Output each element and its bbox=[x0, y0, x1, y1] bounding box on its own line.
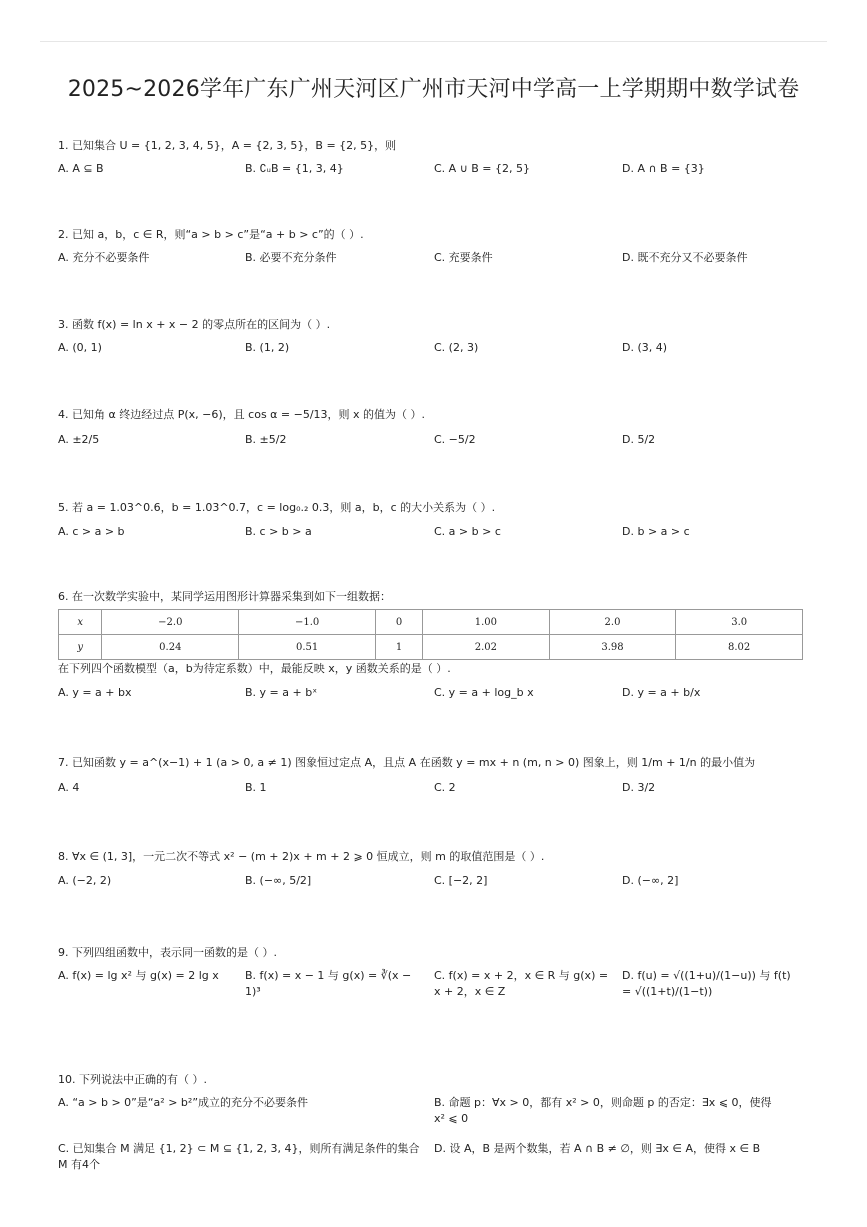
question-7-option-c[interactable]: C. 2 bbox=[434, 781, 456, 794]
question-8-option-c[interactable]: C. [−2, 2] bbox=[434, 874, 488, 887]
question-2-option-b[interactable]: B. 必要不充分条件 bbox=[245, 251, 337, 264]
data-table bbox=[58, 609, 803, 660]
table-cell: 1 bbox=[376, 635, 423, 660]
question-5-option-b[interactable]: B. c > b > a bbox=[245, 525, 312, 538]
question-8-option-d[interactable]: D. (−∞, 2] bbox=[622, 874, 679, 887]
question-9-option-b[interactable]: B. f(x) = x − 1 与 g(x) = ∛(x − 1)³ bbox=[245, 969, 412, 998]
table-row-x bbox=[59, 610, 803, 635]
question-5-option-c[interactable]: C. a > b > c bbox=[434, 525, 501, 538]
question-8-option-a[interactable]: A. (−2, 2) bbox=[58, 874, 112, 887]
table-cell: 0.24 bbox=[102, 635, 239, 660]
question-10-option-c[interactable]: C. 已知集合 M 满足 {1, 2} ⊂ M ⊆ {1, 2, 3, 4}，则所有满足条件的集合 M 有4个 bbox=[58, 1142, 420, 1171]
question-10-stem: 10. 下列说法中正确的有（ ）. bbox=[58, 1073, 207, 1086]
question-2-option-c[interactable]: C. 充要条件 bbox=[434, 251, 493, 264]
header-divider bbox=[40, 41, 827, 42]
question-5-option-a[interactable]: A. c > a > b bbox=[58, 525, 125, 538]
question-1-option-a[interactable]: A. A ⊆ B bbox=[58, 162, 104, 175]
table-cell: 0 bbox=[376, 610, 423, 635]
question-6-stem: 6. 在一次数学实验中，某同学运用图形计算器采集到如下一组数据： bbox=[58, 590, 391, 603]
question-6-option-d[interactable]: D. y = a + b/x bbox=[622, 686, 701, 699]
question-8-stem: 8. ∀x ∈ (1, 3]，一元二次不等式 x² − (m + 2)x + m + 2 ⩾ 0 恒成立，则 m 的取值范围是（ ）. bbox=[58, 850, 545, 863]
question-6-option-b[interactable]: B. y = a + bˣ bbox=[245, 686, 318, 699]
table-cell: −1.0 bbox=[239, 610, 376, 635]
question-3-option-a[interactable]: A. (0, 1) bbox=[58, 341, 102, 354]
question-4-option-c[interactable]: C. −5/2 bbox=[434, 433, 476, 446]
question-3-option-b[interactable]: B. (1, 2) bbox=[245, 341, 290, 354]
question-9-option-c[interactable]: C. f(x) = x + 2，x ∈ R 与 g(x) = x + 2，x ∈ Z bbox=[434, 969, 609, 998]
question-7-stem: 7. 已知函数 y = a^(x−1) + 1 (a > 0, a ≠ 1) 图象恒过定点 A，且点 A 在函数 y = mx + n (m, n > 0) 图象上，则 1/m + 1/n 的最小值为 bbox=[58, 756, 756, 769]
question-2-option-d[interactable]: D. 既不充分又不必要条件 bbox=[622, 251, 748, 264]
question-6-option-c[interactable]: C. y = a + log_b x bbox=[434, 686, 534, 699]
question-6-option-a[interactable]: A. y = a + bx bbox=[58, 686, 132, 699]
page-title: 2025~2026学年广东广州天河区广州市天河中学高一上学期期中数学试卷 bbox=[67, 77, 800, 102]
question-5-stem: 5. 若 a = 1.03^0.6，b = 1.03^0.7，c = log₀.₂ 0.3，则 a，b，c 的大小关系为（ ）. bbox=[58, 501, 496, 514]
table-cell: 2.02 bbox=[423, 635, 550, 660]
question-3-option-d[interactable]: D. (3, 4) bbox=[622, 341, 668, 354]
table-cell: 2.0 bbox=[549, 610, 676, 635]
table-cell: x bbox=[59, 610, 102, 635]
question-4-option-d[interactable]: D. 5/2 bbox=[622, 433, 656, 446]
question-10-option-b[interactable]: B. 命题 p：∀x > 0，都有 x² > 0，则命题 p 的否定：∃x ⩽ 0，使得 x² ⩽ 0 bbox=[434, 1096, 772, 1125]
question-5-option-d[interactable]: D. b > a > c bbox=[622, 525, 690, 538]
question-4-option-a[interactable]: A. ±2/5 bbox=[58, 433, 100, 446]
question-4-stem: 4. 已知角 α 终边经过点 P(x, −6)，且 cos α = −5/13，则 x 的值为（ ）. bbox=[58, 408, 426, 421]
question-1-option-c[interactable]: C. A ∪ B = {2, 5} bbox=[434, 162, 530, 175]
question-1-stem: 1. 已知集合 U = {1, 2, 3, 4, 5}，A = {2, 3, 5}，B = {2, 5}，则 bbox=[58, 139, 397, 152]
question-3-option-c[interactable]: C. (2, 3) bbox=[434, 341, 479, 354]
table-cell: 3.0 bbox=[676, 610, 803, 635]
question-7-option-a[interactable]: A. 4 bbox=[58, 781, 80, 794]
question-9-option-a[interactable]: A. f(x) = lg x² 与 g(x) = 2 lg x bbox=[58, 969, 219, 982]
table-row-y bbox=[59, 635, 803, 660]
question-9-stem: 9. 下列四组函数中，表示同一函数的是（ ）. bbox=[58, 946, 277, 959]
question-1-option-d[interactable]: D. A ∩ B = {3} bbox=[622, 162, 705, 175]
question-10-option-a[interactable]: A. “a > b > 0”是“a² > b²”成立的充分不必要条件 bbox=[58, 1096, 309, 1109]
table-cell: −2.0 bbox=[102, 610, 239, 635]
table-cell: y bbox=[59, 635, 102, 660]
table-cell: 8.02 bbox=[676, 635, 803, 660]
table-cell: 3.98 bbox=[549, 635, 676, 660]
question-7-option-b[interactable]: B. 1 bbox=[245, 781, 267, 794]
question-10-option-d[interactable]: D. 设 A，B 是两个数集，若 A ∩ B ≠ ∅，则 ∃x ∈ A，使得 x ∈ B bbox=[434, 1142, 761, 1155]
question-9-option-d[interactable]: D. f(u) = √((1+u)/(1−u)) 与 f(t) = √((1+t)/(1−t)) bbox=[622, 969, 791, 998]
question-7-option-d[interactable]: D. 3/2 bbox=[622, 781, 656, 794]
question-2-stem: 2. 已知 a，b，c ∈ R，则“a > b > c”是“a + b > c”的（ ）. bbox=[58, 228, 364, 241]
question-2-option-a[interactable]: A. 充分不必要条件 bbox=[58, 251, 150, 264]
question-3-stem: 3. 函数 f(x) = ln x + x − 2 的零点所在的区间为（ ）. bbox=[58, 318, 331, 331]
question-6-after-text: 在下列四个函数模型（a，b为待定系数）中，最能反映 x，y 函数关系的是（ ）. bbox=[58, 662, 451, 675]
table-cell: 0.51 bbox=[239, 635, 376, 660]
table-cell: 1.00 bbox=[423, 610, 550, 635]
question-4-option-b[interactable]: B. ±5/2 bbox=[245, 433, 287, 446]
question-8-option-b[interactable]: B. (−∞, 5/2] bbox=[245, 874, 312, 887]
question-1-option-b[interactable]: B. ∁ᵤB = {1, 3, 4} bbox=[245, 162, 344, 175]
